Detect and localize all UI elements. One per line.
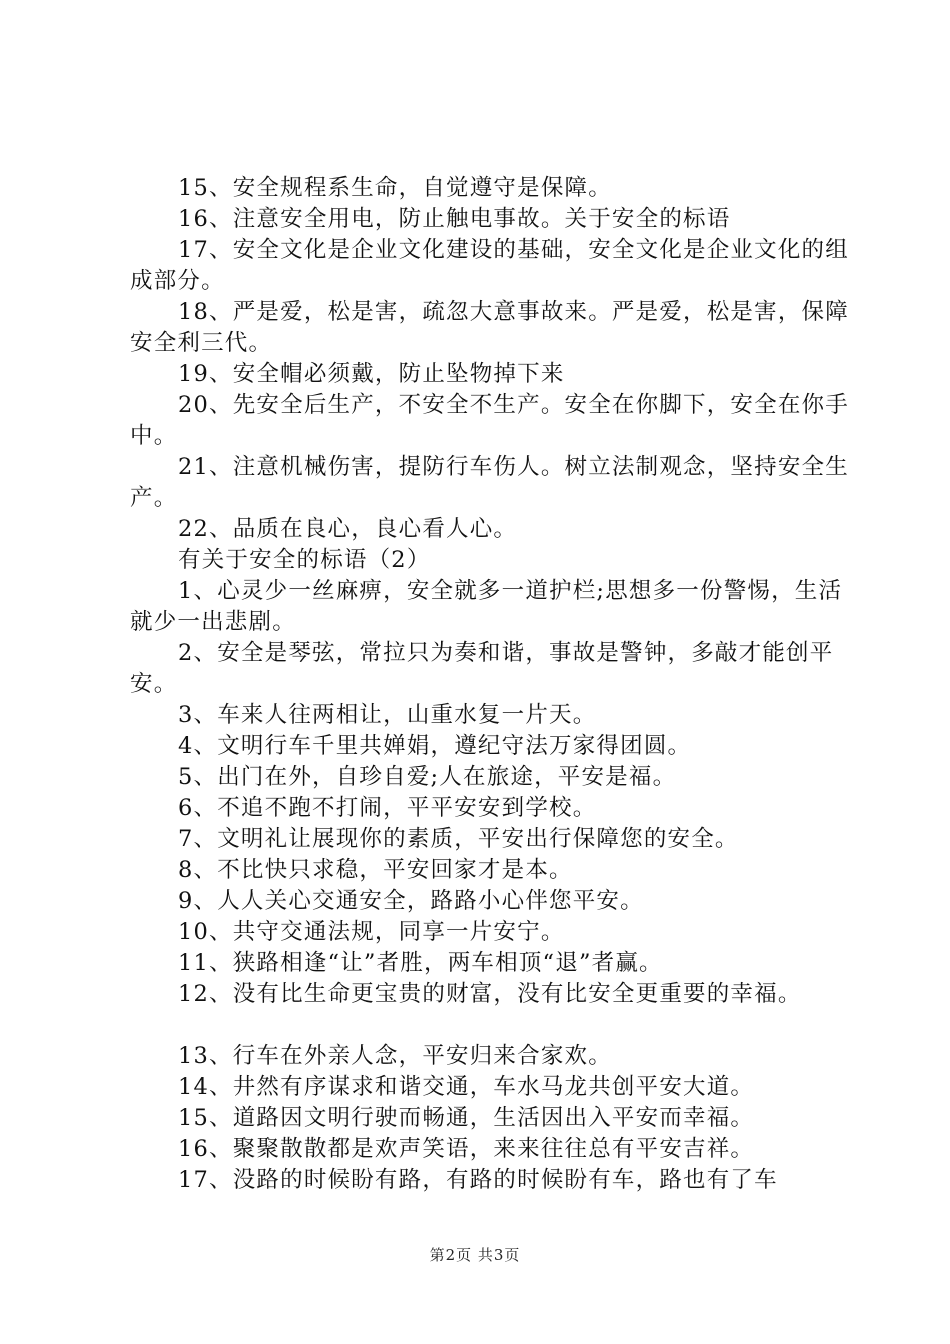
blank-line	[130, 1010, 850, 1041]
paragraph: 12、没有比生命更宝贵的财富，没有比安全更重要的幸福。	[178, 981, 802, 1007]
paragraph: 2、安全是琴弦，常拉只为奏和谐，事故是警钟，多敲才能创平安。	[130, 640, 834, 697]
paragraph: 16、注意安全用电，防止触电事故。关于安全的标语	[178, 206, 731, 232]
paragraph: 7、文明礼让展现你的素质，平安出行保障您的安全。	[178, 826, 739, 852]
paragraph: 20、先安全后生产，不安全不生产。安全在你脚下，安全在你手中。	[130, 392, 849, 449]
page-footer: 第2页 共3页	[429, 1246, 521, 1264]
paragraph: 14、井然有序谋求和谐交通，车水马龙共创平安大道。	[178, 1074, 755, 1100]
paragraph: 15、道路因文明行驶而畅通，生活因出入平安而幸福。	[178, 1105, 755, 1131]
paragraph: 6、不追不跑不打闹，平平安安到学校。	[178, 795, 597, 821]
paragraph: 16、聚聚散散都是欢声笑语，来来往往总有平安吉祥。	[178, 1136, 755, 1162]
paragraph: 15、安全规程系生命，自觉遵守是保障。	[178, 175, 612, 201]
paragraph: 11、狭路相逢“让”者胜，两车相顶“退”者赢。	[178, 950, 663, 976]
section-heading: 有关于安全的标语（2）	[178, 547, 431, 573]
paragraph: 21、注意机械伤害，提防行车伤人。树立法制观念，坚持安全生产。	[130, 454, 849, 511]
paragraph: 5、出门在外，自珍自爱;人在旅途，平安是福。	[178, 764, 677, 790]
paragraph: 22、品质在良心，良心看人心。	[178, 516, 518, 542]
paragraph: 17、没路的时候盼有路，有路的时候盼有车，路也有了车	[178, 1167, 778, 1193]
document-body	[130, 173, 850, 1196]
paragraph: 17、安全文化是企业文化建设的基础，安全文化是企业文化的组成部分。	[130, 237, 849, 294]
paragraph: 4、文明行车千里共婵娟，遵纪守法万家得团圆。	[178, 733, 692, 759]
paragraph: 8、不比快只求稳，平安回家才是本。	[178, 857, 573, 883]
paragraph: 10、共守交通法规，同享一片安宁。	[178, 919, 565, 945]
paragraph: 1、心灵少一丝麻痹，安全就多一道护栏;思想多一份警惕，生活就少一出悲剧。	[130, 578, 843, 635]
paragraph: 13、行车在外亲人念，平安归来合家欢。	[178, 1043, 612, 1069]
paragraph: 19、安全帽必须戴，防止坠物掉下来	[178, 361, 565, 387]
paragraph: 3、车来人往两相让，山重水复一片天。	[178, 702, 597, 728]
paragraph: 9、人人关心交通安全，路路小心伴您平安。	[178, 888, 644, 914]
paragraph: 18、严是爱，松是害，疏忽大意事故来。严是爱，松是害，保障安全利三代。	[130, 299, 849, 356]
